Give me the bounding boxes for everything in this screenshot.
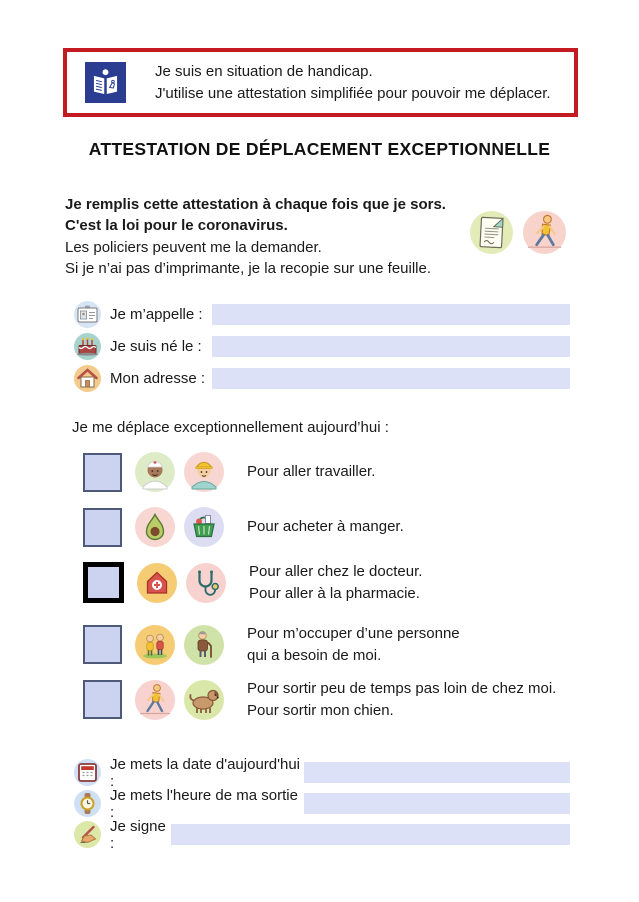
date-label: Je mets la date d'aujourd'hui :: [110, 755, 301, 790]
alert-line-1: Je suis en situation de handicap.: [155, 63, 373, 80]
easy-read-banner: [63, 48, 578, 117]
birthdate-input[interactable]: [212, 336, 570, 357]
reason-outing-text-2: Pour sortir mon chien.: [247, 701, 394, 719]
intro-line-4: Si je n’ai pas d’imprimante, je la recopie sur une feuille.: [65, 260, 432, 278]
signature-icon: [74, 821, 101, 848]
address-label: Mon adresse :: [110, 370, 206, 387]
reason-doctor-text-1: Pour aller chez le docteur.: [249, 563, 423, 580]
reason-row-doctor: [83, 561, 422, 604]
stethoscope-icon: [186, 563, 226, 603]
intro-line-2: C'est la loi pour le coronavirus.: [65, 217, 288, 235]
time-label: Je mets l'heure de ma sortie :: [110, 786, 298, 821]
checkbox-work[interactable]: [83, 453, 122, 492]
checkbox-care[interactable]: [83, 625, 122, 664]
children-icon: [135, 625, 175, 665]
page-title: ATTESTATION DE DÉPLACEMENT EXCEPTIONNELLE: [88, 139, 551, 159]
pharmacy-house-icon: [137, 563, 177, 603]
time-row: [74, 786, 570, 821]
birthday-cake-icon: [74, 333, 101, 360]
reason-care-text-2: qui a besoin de moi.: [247, 646, 382, 664]
checkbox-doctor[interactable]: [83, 562, 124, 603]
nurse-icon: [135, 452, 175, 492]
reason-food-text: Pour acheter à manger.: [247, 518, 404, 536]
time-input[interactable]: [304, 793, 570, 814]
date-row: [74, 755, 570, 790]
reason-care-text-1: Pour m’occuper d’une personne: [247, 625, 460, 642]
walking-man-icon: [135, 680, 175, 720]
name-input[interactable]: [212, 304, 570, 325]
intro-line-3: Les policiers peuvent me la demander.: [65, 238, 322, 256]
shopping-basket-icon: [184, 507, 224, 547]
reason-row-care: [83, 623, 460, 666]
address-input[interactable]: [212, 368, 570, 389]
checkbox-food[interactable]: [83, 508, 122, 547]
reason-row-food: [83, 507, 404, 547]
reason-doctor-text-2: Pour aller à la pharmacie.: [249, 584, 420, 602]
birthdate-label: Je suis né le :: [110, 338, 202, 355]
dog-icon: [184, 680, 224, 720]
easy-read-logo-icon: [85, 62, 126, 103]
id-badge-icon: [74, 301, 101, 328]
intro-paragraph: [65, 194, 446, 280]
signature-row: [74, 817, 570, 852]
reasons-heading: Je me déplace exceptionnellement aujourd’hui :: [72, 419, 389, 436]
calendar-icon: [74, 759, 101, 786]
date-input[interactable]: [304, 762, 570, 783]
house-icon: [74, 365, 101, 392]
construction-worker-icon: [184, 452, 224, 492]
alert-line-2: J'utilise une attestation simplifiée pour pouvoir me déplacer.: [155, 84, 551, 102]
watch-icon: [74, 790, 101, 817]
walking-person-icon: [523, 211, 566, 254]
intro-line-1: Je remplis cette attestation à chaque fois que je sors.: [65, 196, 446, 213]
avocado-icon: [135, 507, 175, 547]
signature-label: Je signe :: [110, 817, 166, 852]
name-row: [74, 301, 570, 328]
elderly-person-icon: [184, 625, 224, 665]
signature-input[interactable]: [171, 824, 570, 845]
birthdate-row: [74, 333, 570, 360]
reason-row-outing: [83, 678, 556, 721]
attestation-document-icon: [470, 211, 513, 254]
reason-work-text: Pour aller travailler.: [247, 463, 376, 481]
reason-row-work: [83, 452, 375, 492]
name-label: Je m’appelle :: [110, 306, 203, 323]
address-row: [74, 365, 570, 392]
checkbox-outing[interactable]: [83, 680, 122, 719]
reason-outing-text-1: Pour sortir peu de temps pas loin de chez moi.: [247, 680, 557, 697]
